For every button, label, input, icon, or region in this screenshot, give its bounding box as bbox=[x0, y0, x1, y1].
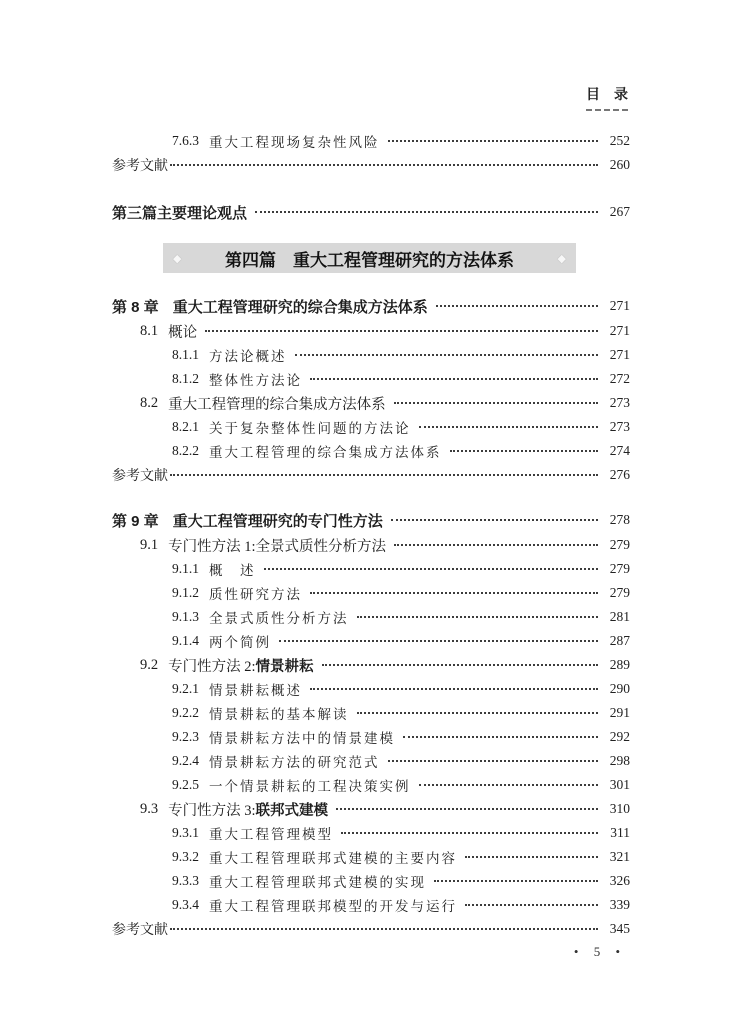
dot-leader bbox=[391, 519, 598, 521]
toc-row bbox=[112, 557, 630, 581]
toc-entry-number: 9.3.4 bbox=[172, 897, 199, 912]
toc-entry-title: 概论 bbox=[168, 324, 198, 341]
toc-page-number: 281 bbox=[609, 609, 630, 624]
dot-leader bbox=[357, 616, 599, 618]
toc-page-number: 260 bbox=[609, 157, 630, 172]
toc-entry-number: 8.2.2 bbox=[172, 443, 199, 458]
toc-entry-title-emphasis: 情景耕耘 bbox=[255, 658, 314, 675]
toc-entry-number: 8.2.1 bbox=[172, 419, 199, 434]
toc-row bbox=[112, 821, 630, 845]
dot-leader bbox=[205, 330, 598, 332]
toc-row bbox=[112, 319, 630, 343]
dot-leader bbox=[388, 140, 599, 142]
toc-row bbox=[112, 845, 630, 869]
dot-leader bbox=[419, 784, 599, 786]
toc-page-number: 290 bbox=[609, 681, 630, 696]
toc-page-number: 287 bbox=[609, 633, 630, 648]
toc-entry-number: 9.1.2 bbox=[172, 585, 199, 600]
dot-leader bbox=[436, 305, 598, 307]
toc-row bbox=[112, 797, 630, 821]
toc-page-number: 278 bbox=[609, 512, 630, 527]
toc-row bbox=[112, 415, 630, 439]
toc-page-number: 276 bbox=[609, 467, 630, 482]
toc-entry-number: 8.1 bbox=[140, 322, 159, 339]
toc-page-number: 279 bbox=[609, 537, 630, 552]
toc-page-number: 326 bbox=[609, 873, 630, 888]
toc-entry-title-emphasis: 联邦式建模 bbox=[255, 802, 329, 819]
toc-entry-number: 9.2.1 bbox=[172, 681, 199, 696]
toc-row bbox=[112, 199, 630, 225]
toc-row bbox=[112, 605, 630, 629]
toc-entry-number: 8.1.1 bbox=[172, 347, 199, 362]
toc-row bbox=[112, 677, 630, 701]
toc-entry-number: 9.2.3 bbox=[172, 729, 199, 744]
toc-entry-number: 9.1 bbox=[140, 536, 159, 553]
dot-leader bbox=[170, 474, 598, 476]
toc-page-number: 279 bbox=[609, 561, 630, 576]
toc-row bbox=[112, 629, 630, 653]
part-banner-title: 第四篇 重大工程管理研究的方法体系 bbox=[225, 250, 514, 270]
toc-entry-title: 重大工程管理联邦式建模的主要内容 bbox=[209, 851, 457, 866]
dot-leader bbox=[310, 592, 598, 594]
toc-entry-number: 9.2.2 bbox=[172, 705, 199, 720]
toc-row bbox=[112, 343, 630, 367]
toc-page-number: 272 bbox=[609, 371, 630, 386]
toc-entry-title: 重大工程管理的综合集成方法体系 bbox=[168, 396, 386, 413]
toc-entry-title: 重大工程管理的综合集成方法体系 bbox=[209, 445, 442, 460]
toc-entry-title: 一个情景耕耘的工程决策实例 bbox=[209, 779, 411, 794]
toc-page-number: 289 bbox=[609, 657, 630, 672]
toc-page-number: 273 bbox=[609, 419, 630, 434]
toc-row bbox=[112, 773, 630, 797]
dot-leader bbox=[394, 402, 598, 404]
toc-entry-number: 9.2 bbox=[140, 656, 159, 673]
toc-row bbox=[112, 463, 630, 487]
toc-row bbox=[112, 581, 630, 605]
toc-entry-number: 9.2.5 bbox=[172, 777, 199, 792]
toc-entry-title: 参考文献 bbox=[112, 469, 168, 484]
toc-entry-title: 两个简例 bbox=[209, 635, 271, 650]
toc-row bbox=[112, 533, 630, 557]
toc-entry-number: 9.1.4 bbox=[172, 633, 199, 648]
toc-page-number: 279 bbox=[609, 585, 630, 600]
toc-page-number: 271 bbox=[609, 347, 630, 362]
dot-leader bbox=[170, 164, 598, 166]
toc-entry-title: 情景耕耘方法中的情景建模 bbox=[209, 731, 395, 746]
header-title: 目 录 bbox=[586, 86, 628, 102]
dot-leader bbox=[279, 640, 598, 642]
toc-entry-number: 第 9 章 bbox=[112, 512, 159, 530]
toc-content bbox=[112, 129, 630, 941]
toc-entry-number: 9.3.1 bbox=[172, 825, 199, 840]
toc-page-number: 292 bbox=[609, 729, 630, 744]
toc-row bbox=[112, 725, 630, 749]
toc-section-main bbox=[112, 293, 630, 941]
toc-page-number: 298 bbox=[609, 753, 630, 768]
toc-row bbox=[112, 153, 630, 177]
dot-leader bbox=[310, 688, 598, 690]
toc-entry-title: 专门性方法 3: bbox=[168, 802, 256, 819]
toc-row bbox=[112, 749, 630, 773]
toc-page-number: 271 bbox=[609, 298, 630, 313]
part-four-banner bbox=[163, 243, 576, 273]
dot-leader bbox=[295, 354, 599, 356]
toc-page-number: 252 bbox=[609, 133, 630, 148]
toc-entry-title: 重大工程管理研究的综合集成方法体系 bbox=[172, 298, 428, 316]
toc-entry-title: 专门性方法 1:全景式质性分析方法 bbox=[168, 538, 387, 555]
toc-entry-number: 9.3 bbox=[140, 800, 159, 817]
dot-leader bbox=[450, 450, 599, 452]
toc-row bbox=[112, 917, 630, 941]
diamond-icon: ◆ bbox=[557, 251, 566, 265]
toc-entry-title: 关于复杂整体性问题的方法论 bbox=[209, 421, 411, 436]
toc-page-number: 321 bbox=[609, 849, 630, 864]
dot-leader bbox=[434, 880, 598, 882]
toc-entry-title: 重大工程管理联邦式建模的实现 bbox=[209, 875, 426, 890]
toc-entry-title: 专门性方法 2: bbox=[168, 658, 256, 675]
toc-entry-number: 9.3.2 bbox=[172, 849, 199, 864]
toc-entry-title: 全景式质性分析方法 bbox=[209, 611, 349, 626]
toc-page-number: 271 bbox=[609, 323, 630, 338]
toc-entry-title: 第三篇主要理论观点 bbox=[112, 204, 248, 222]
toc-row bbox=[112, 869, 630, 893]
toc-entry-title: 情景耕耘概述 bbox=[209, 683, 302, 698]
page-number-footer bbox=[574, 944, 626, 960]
dot-leader bbox=[419, 426, 599, 428]
dot-leader bbox=[341, 832, 598, 834]
dot-leader bbox=[322, 664, 598, 666]
toc-entry-title: 概 述 bbox=[209, 563, 256, 578]
toc-entry-title: 参考文献 bbox=[112, 159, 168, 174]
dot-leader bbox=[310, 378, 598, 380]
toc-row bbox=[112, 367, 630, 391]
dot-leader bbox=[336, 808, 598, 810]
toc-entry-number: 7.6.3 bbox=[172, 133, 199, 148]
toc-entry-title: 情景耕耘方法的研究范式 bbox=[209, 755, 380, 770]
toc-entry-number: 9.2.4 bbox=[172, 753, 199, 768]
dot-leader bbox=[357, 712, 599, 714]
page-header bbox=[586, 84, 628, 111]
toc-page-number: 291 bbox=[609, 705, 630, 720]
dot-leader bbox=[255, 211, 598, 213]
toc-row bbox=[112, 893, 630, 917]
toc-entry-title: 方法论概述 bbox=[209, 349, 287, 364]
dot-leader bbox=[170, 928, 598, 930]
dot-leader bbox=[465, 904, 598, 906]
toc-entry-title: 重大工程管理模型 bbox=[209, 827, 333, 842]
toc-entry-title: 重大工程现场复杂性风险 bbox=[209, 135, 380, 150]
toc-row bbox=[112, 439, 630, 463]
toc-row bbox=[112, 293, 630, 319]
toc-row bbox=[112, 391, 630, 415]
toc-page-number: 339 bbox=[609, 897, 630, 912]
toc-row bbox=[112, 507, 630, 533]
toc-row bbox=[112, 701, 630, 725]
toc-page-number: 274 bbox=[609, 443, 630, 458]
toc-row bbox=[112, 129, 630, 153]
toc-entry-title: 重大工程管理研究的专门性方法 bbox=[172, 512, 383, 530]
footer-text: • 5 • bbox=[573, 944, 626, 959]
toc-entry-number: 9.1.3 bbox=[172, 609, 199, 624]
toc-entry-title: 整体性方法论 bbox=[209, 373, 302, 388]
dot-leader bbox=[394, 544, 598, 546]
toc-page-number: 301 bbox=[609, 777, 630, 792]
toc-entry-title: 质性研究方法 bbox=[209, 587, 302, 602]
toc-page-number: 345 bbox=[609, 921, 630, 936]
toc-entry-number: 第 8 章 bbox=[112, 298, 159, 316]
toc-entry-number: 9.1.1 bbox=[172, 561, 199, 576]
toc-entry-number: 9.3.3 bbox=[172, 873, 199, 888]
dot-leader bbox=[264, 568, 599, 570]
dot-leader bbox=[403, 736, 598, 738]
dot-leader bbox=[388, 760, 599, 762]
toc-section-top bbox=[112, 129, 630, 225]
dot-leader bbox=[465, 856, 598, 858]
toc-entry-number: 8.1.2 bbox=[172, 371, 199, 386]
toc-entry-title: 重大工程管理联邦模型的开发与运行 bbox=[209, 899, 457, 914]
toc-page-number: 273 bbox=[609, 395, 630, 410]
toc-page-number: 267 bbox=[609, 204, 630, 219]
toc-entry-title: 参考文献 bbox=[112, 923, 168, 938]
toc-entry-number: 8.2 bbox=[140, 394, 159, 411]
toc-row bbox=[112, 653, 630, 677]
diamond-icon: ◆ bbox=[173, 251, 182, 265]
toc-page-number: 310 bbox=[609, 801, 630, 816]
toc-page-number: 311 bbox=[610, 825, 630, 840]
toc-entry-title: 情景耕耘的基本解读 bbox=[209, 707, 349, 722]
